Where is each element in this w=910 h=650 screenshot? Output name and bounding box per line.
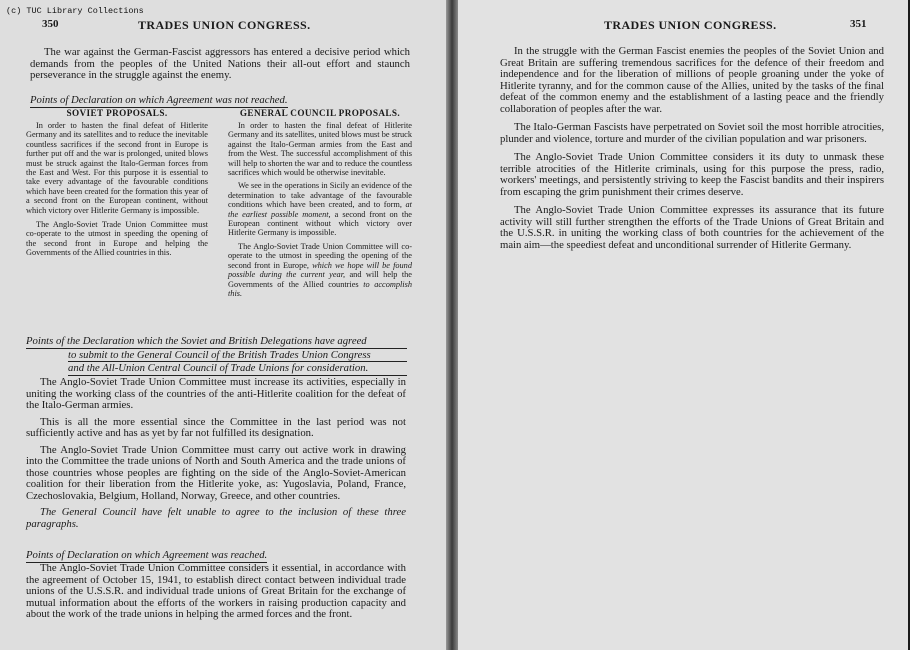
column-title: SOVIET PROPOSALS. — [66, 108, 168, 118]
proposal-paragraph: The Anglo-Soviet Trade Union Committee will co-operate to the utmost in speeding the opening of the second front in Europe, which we hope will be found possible during the current year, and will help the Governments of the Allied countries to accomplish this. — [228, 241, 412, 298]
proposal-paragraph: In order to hasten the final defeat of Hitlerite Germany and its satellites, united blows must be struck against the Italo-German armies from the East and from the West. The successful accomplishment of this will help to shorten the war and to reduce the countless sacrifices which would be otherwise inevitable. — [228, 121, 412, 178]
agreed-paragraph-contact: The Anglo-Soviet Trade Union Committee considers it essential, in accordance with the agreement of October 15, 1941, to establish direct contact between individual trade unions of the U.S.S.R. and individual trade unions of Great Britain for the exchange of mutual information about the efforts of the workers in raising production capacity and about the work of the trade unions in helping the armed forces and the front. — [26, 562, 406, 620]
body-paragraph: In the struggle with the German Fascist enemies the peoples of the Soviet Union and Great Britain are suffering tremendous sacrifices for the defence of their freedom and independence and for the liberation of millions of people groaning under the yoke of Hitlerite tyranny, and for the common cause of the Allies, united by the tasks of the final defeat of the common enemy and the establishment of a lasting peace and the friendly collaboration of peoples after the war. — [500, 45, 884, 115]
agreed-paragraphs — [26, 377, 406, 530]
running-head: TRADES UNION CONGRESS. — [138, 18, 311, 32]
body-paragraph: The Anglo-Soviet Trade Union Committee considers it its duty to unmask these terrible atrocities of the Hitlerite criminals, using for this purpose the press, radio, workers' meetings, and persistently striving to keep the Fascist bandits and their inspirers from escaping the grim punishment their crimes deserve. — [500, 151, 884, 198]
soviet-proposals-column — [26, 108, 208, 258]
heading-agreed-to-submit: Points of the Declaration which the Soviet and British Delegations have agreed to submit to the General Council of the British Trades Union Congress and the All-Union Central Council of Trade Unions for consideration. — [26, 335, 411, 376]
collection-watermark: (c) TUC Library Collections — [6, 6, 144, 16]
body-paragraph: The Anglo-Soviet Trade Union Committee must carry out active work in drawing into the Committee the trade unions of North and South America and the trade unions of those countries whose peoples are fighting on the side of the Anglo-Soviet-American coalition for their liberation from the Hitlerite yoke, as: Yugoslavia, Poland, France, Czechoslovakia, Belgium, Holland, Norway, Greece, and other countries. — [26, 443, 406, 502]
body-paragraph: The Anglo-Soviet Trade Union Committee must increase its activities, especially in uniting the working class of the countries of the anti-Hitlerite coalition for the defeat of the Italo-German armies. — [26, 376, 406, 411]
page-number: 350 — [42, 18, 59, 30]
body-paragraph: The Italo-German Fascists have perpetrated on Soviet soil the most horrible atrocities, plunder and violence, torture and murder of the civilian population and war prisoners. — [500, 121, 884, 145]
council-note: The General Council have felt unable to agree to the inclusion of these three paragraphs. — [26, 506, 406, 530]
heading-not-reached: Points of Declaration on which Agreement was not reached. — [30, 94, 288, 106]
right-page-text — [500, 46, 884, 251]
council-proposals-column — [228, 108, 412, 298]
running-head: TRADES UNION CONGRESS. — [604, 18, 777, 32]
heading-reached: Points of Declaration on which Agreement was reached. — [26, 549, 268, 561]
book-gutter — [446, 0, 458, 650]
body-paragraph: This is all the more essential since the Committee in the last period was not sufficiently active and has as yet by far not fulfilled its designation. — [26, 415, 406, 439]
proposal-paragraph: The Anglo-Soviet Trade Union Committee must co-operate to the utmost in speeding the opening of the second front in Europe and helping the Governments of the Allied countries in this. — [26, 220, 208, 258]
page-number: 351 — [850, 18, 867, 30]
intro-paragraph: The war against the German-Fascist aggressors has entered a decisive period which demands from the peoples of the United Nations their all-out effort and staunch perseverance in the struggle against the enemy. — [30, 46, 410, 81]
right-page — [458, 0, 908, 650]
proposal-paragraph: In order to hasten the final defeat of Hitlerite Germany and its satellites and to reduce the inevitable countless sacrifices if the second front in Europe is further put off and the war is prolonged, united blows must be struck against the Italo-German forces from the East and West. For this purpose it is essential to take every advantage of the favourable conditions which have been created for the formation this year of a second front on the European continent, without which victory over Hitlerite Germany is impossible. — [26, 121, 208, 215]
body-paragraph: The Anglo-Soviet Trade Union Committee expresses its assurance that its future activity will still further strengthen the efforts of the Trade Unions of Great Britain and the U.S.S.R. in uniting the working class of both countries for the achievement of the main aim—the speediest defeat and unconditional surrender of Hitlerite Germany. — [500, 204, 884, 251]
left-page — [0, 0, 446, 650]
proposal-paragraph: We see in the operations in Sicily an evidence of the determination to take advantage of the favourable conditions which have been created, and to form, at the earliest possible moment, a second front on the European continent without which victory over Hitlerite Germany is impossible. — [228, 181, 412, 238]
column-title: GENERAL COUNCIL PROPOSALS. — [239, 108, 401, 118]
